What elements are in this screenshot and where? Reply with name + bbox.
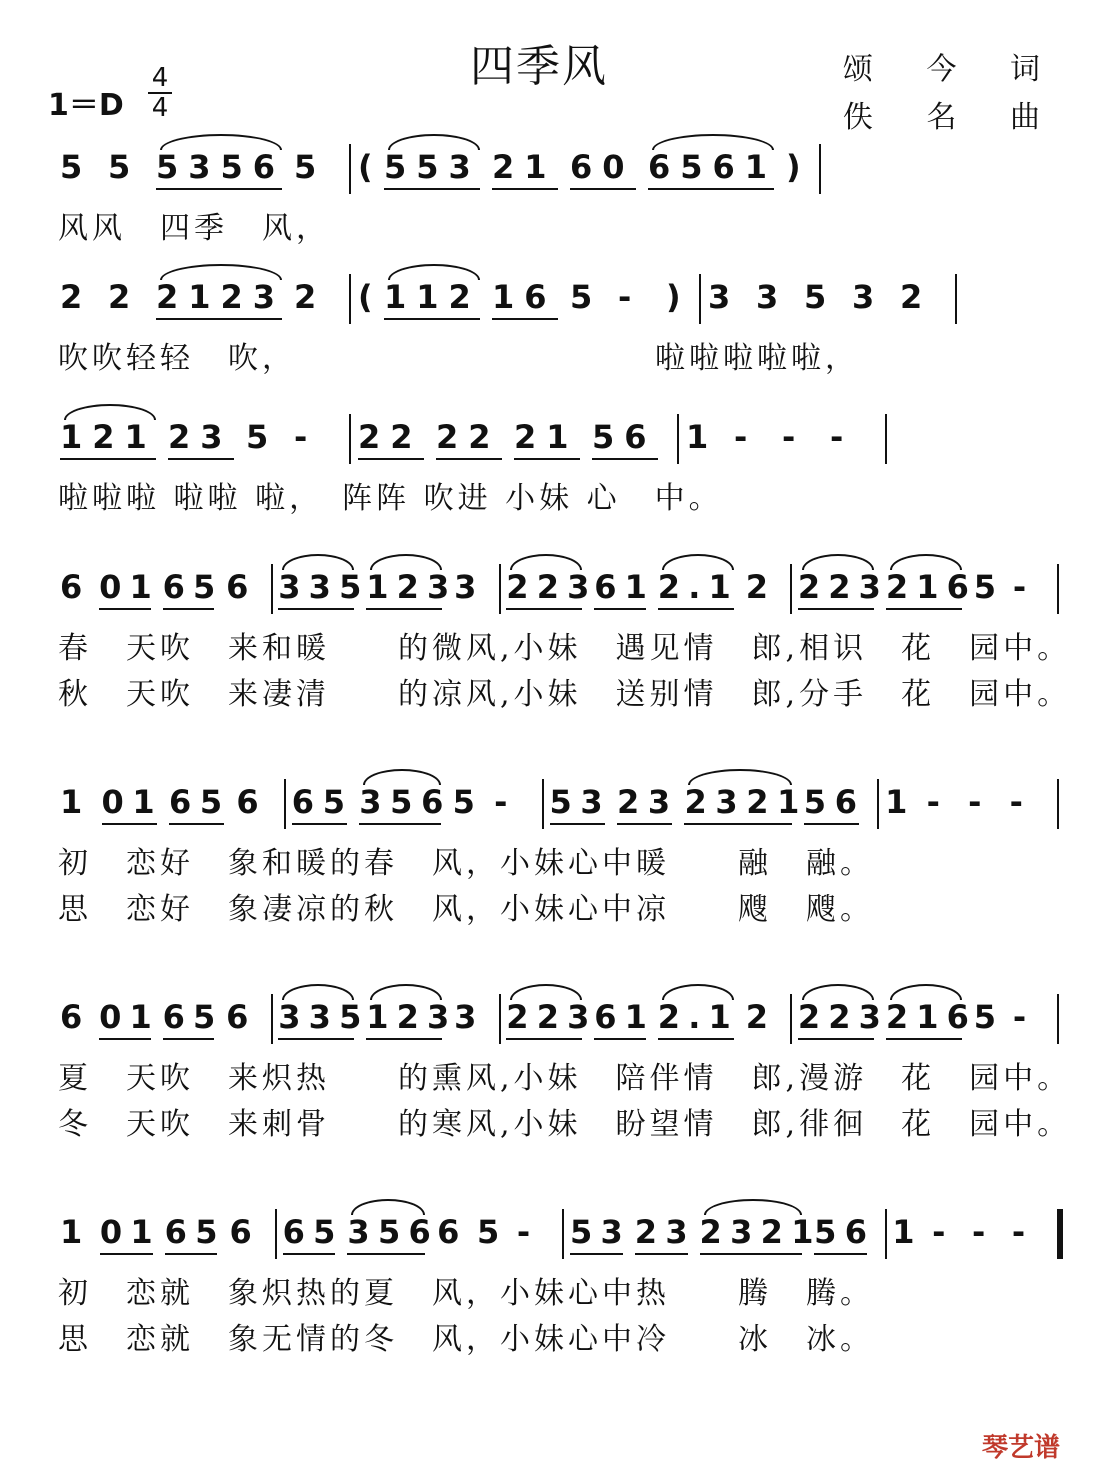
beam-underline	[814, 1253, 867, 1255]
beam-underline	[658, 1038, 734, 1040]
note-group: 6	[229, 1213, 252, 1251]
barline	[699, 274, 701, 324]
barline	[275, 1209, 277, 1259]
time-signature-bottom: 4	[151, 93, 169, 123]
slur	[802, 984, 874, 1000]
beam-underline	[347, 1253, 425, 1255]
lyric-line: 初 恋好 象和暖的春 风，小妹心中暖 融 融。	[58, 846, 874, 881]
barline	[271, 994, 273, 1044]
note-group: 65	[162, 998, 224, 1036]
note-group: 6	[60, 568, 83, 606]
note-group: 335	[278, 568, 370, 606]
lyricist-credit: 颂 今 词	[842, 52, 1062, 87]
barline	[1057, 994, 1059, 1044]
dash-extension: -	[734, 418, 748, 456]
note-group: 2123	[156, 278, 286, 316]
beam-underline	[700, 1253, 803, 1255]
beam-underline	[366, 1038, 442, 1040]
note-group: 123	[366, 568, 458, 606]
beam-underline	[550, 823, 605, 825]
beam-underline	[156, 188, 282, 190]
slur	[160, 264, 282, 280]
beam-underline	[156, 318, 282, 320]
beam-underline	[594, 608, 646, 610]
slur	[890, 984, 962, 1000]
note-group: 65	[164, 1213, 226, 1251]
time-signature	[148, 63, 172, 123]
beam-underline	[278, 608, 354, 610]
note-group: 223	[506, 998, 598, 1036]
note-group: 1	[686, 418, 709, 456]
slur	[282, 554, 354, 570]
barline	[677, 414, 679, 464]
note-group: 2.1	[657, 568, 739, 606]
barline	[284, 779, 286, 829]
dash-extension: -	[1011, 1213, 1026, 1251]
final-barline	[1057, 1209, 1063, 1259]
note-group: 216	[885, 568, 978, 606]
note-group: 223	[797, 998, 890, 1036]
note-group: 60	[570, 148, 635, 186]
note-group: 23	[616, 783, 679, 821]
key-signature: 1＝D	[48, 88, 124, 123]
barline	[877, 779, 879, 829]
slur	[662, 984, 734, 1000]
note-group: 1	[892, 1213, 915, 1251]
beam-underline	[100, 1253, 153, 1255]
beam-underline	[592, 458, 658, 460]
note-group: 1	[60, 783, 83, 821]
note-group: 22	[358, 418, 423, 456]
beam-underline	[292, 823, 347, 825]
note-group: 21	[492, 148, 557, 186]
barline	[271, 564, 273, 614]
note-group: 121	[60, 418, 157, 456]
slur	[363, 769, 440, 785]
beam-underline	[99, 1038, 151, 1040]
barline	[499, 994, 501, 1044]
dash-extension: -	[926, 783, 940, 821]
note-group: 1	[885, 783, 908, 821]
beam-underline	[163, 1038, 215, 1040]
slur	[160, 134, 282, 150]
barline	[562, 1209, 564, 1259]
note-group: 5356	[156, 148, 286, 186]
lyric-line: 思 恋就 象无情的冬 风，小妹心中冷 冰 冰。	[58, 1322, 874, 1357]
note-group: 216	[885, 998, 978, 1036]
site-logo: 琴艺谱	[981, 1433, 1060, 1463]
barline	[1057, 564, 1059, 614]
dash-extension: -	[830, 418, 844, 456]
note-group: 2	[60, 278, 83, 316]
note-group: 22	[436, 418, 501, 456]
note-group: 5	[570, 278, 593, 316]
note-group: 5	[476, 1213, 500, 1251]
beam-underline	[570, 188, 636, 190]
note-group: 65	[282, 1213, 344, 1251]
note-group: 5	[108, 148, 131, 186]
barline	[885, 414, 887, 464]
lyric-line: 初 恋就 象炽热的夏 风，小妹心中热 腾 腾。	[58, 1276, 874, 1311]
beam-underline	[366, 608, 442, 610]
slur	[890, 554, 962, 570]
lyric-line: 吹吹轻轻 吹， 啦啦啦啦啦，	[58, 341, 859, 376]
beam-underline	[436, 458, 502, 460]
beam-underline	[165, 1253, 218, 1255]
barline	[885, 1209, 887, 1259]
slur	[510, 984, 582, 1000]
note-group: 5	[973, 568, 997, 606]
lyric-line: 秋 天吹 来凄清 的凉风,小妹 送别情 郎,分手 花 园中。	[58, 677, 1072, 712]
note-group: 6	[437, 1213, 460, 1251]
composer-credit: 佚 名 曲	[842, 100, 1062, 135]
slur	[388, 134, 480, 150]
barline	[790, 994, 792, 1044]
beam-underline	[168, 458, 234, 460]
note-group: 5	[60, 148, 83, 186]
note-group: 356	[359, 783, 452, 821]
note-group: 65	[168, 783, 231, 821]
slur	[652, 134, 774, 150]
dash-extension: -	[932, 1213, 946, 1251]
beam-underline	[617, 823, 672, 825]
beam-underline	[359, 823, 440, 825]
barline	[349, 144, 351, 194]
note-group: 3	[454, 568, 477, 606]
barline	[955, 274, 957, 324]
note-group: 61	[594, 998, 656, 1036]
note-group: 2	[294, 278, 317, 316]
beam-underline	[570, 1253, 623, 1255]
dash-extension: -	[494, 783, 508, 821]
note-group: 2	[745, 998, 768, 1036]
note-group: 3	[852, 278, 875, 316]
note-group: 123	[366, 998, 458, 1036]
barline	[819, 144, 821, 194]
slur	[351, 1199, 425, 1215]
lyric-line: 啦啦啦 啦啦 啦， 阵阵 吹进 小妹 心 中。	[58, 481, 723, 516]
beam-underline	[492, 188, 558, 190]
beam-underline	[384, 188, 480, 190]
note-group: 5	[452, 783, 475, 821]
slur	[688, 769, 791, 785]
note-group: 6	[236, 783, 259, 821]
note-group: 01	[99, 1213, 162, 1251]
note-group: 356	[347, 1213, 440, 1251]
note-group: 01	[101, 783, 164, 821]
slur	[64, 404, 156, 420]
note-group: 53	[549, 783, 612, 821]
slur	[510, 554, 582, 570]
beam-underline	[886, 1038, 962, 1040]
beam-underline	[506, 608, 582, 610]
repeat-paren: (	[358, 148, 373, 186]
lyric-line: 思 恋好 象凄凉的秋 风，小妹心中凉 飕 飕。	[58, 892, 874, 927]
beam-underline	[798, 608, 874, 610]
repeat-paren: (	[358, 278, 373, 316]
beam-underline	[278, 1038, 354, 1040]
note-group: 223	[506, 568, 598, 606]
note-group: 65	[162, 568, 224, 606]
slur	[662, 554, 734, 570]
lyric-line: 春 天吹 来和暖 的微风,小妹 遇见情 郎,相识 花 园中。	[58, 631, 1072, 666]
repeat-paren: )	[666, 278, 681, 316]
note-group: 56	[803, 783, 866, 821]
note-group: 23	[634, 1213, 696, 1251]
note-group: 1	[60, 1213, 83, 1251]
note-group: 2321	[699, 1213, 822, 1251]
barline	[349, 274, 351, 324]
beam-underline	[684, 823, 791, 825]
song-title: 四季风	[470, 41, 608, 92]
note-group: 23	[168, 418, 233, 456]
beam-underline	[163, 608, 215, 610]
note-group: 223	[797, 568, 890, 606]
note-group: 01	[99, 998, 160, 1036]
note-group: 112	[384, 278, 481, 316]
dash-extension: -	[294, 418, 308, 456]
time-signature-top: 4	[151, 63, 169, 93]
note-group: 2.1	[657, 998, 739, 1036]
barline	[542, 779, 544, 829]
dash-extension: -	[1009, 783, 1023, 821]
note-group: 6	[226, 998, 249, 1036]
beam-underline	[60, 458, 156, 460]
note-group: 2	[900, 278, 923, 316]
beam-underline	[358, 458, 424, 460]
note-group: 6561	[648, 148, 778, 186]
beam-underline	[102, 823, 157, 825]
barline	[349, 414, 351, 464]
note-group: 21	[514, 418, 579, 456]
beam-underline	[99, 608, 151, 610]
beam-underline	[283, 1253, 336, 1255]
dash-extension: -	[1012, 998, 1027, 1036]
note-group: 2321	[684, 783, 809, 821]
dash-extension: -	[1012, 568, 1027, 606]
slur	[802, 554, 874, 570]
note-group: 553	[384, 148, 481, 186]
beam-underline	[384, 318, 480, 320]
beam-underline	[635, 1253, 688, 1255]
beam-underline	[506, 1038, 582, 1040]
note-group: 6	[60, 998, 83, 1036]
dash-extension: -	[782, 418, 796, 456]
lyric-line: 风风 四季 风，	[58, 211, 330, 246]
note-group: 5	[973, 998, 997, 1036]
beam-underline	[804, 823, 859, 825]
dash-extension: -	[971, 1213, 986, 1251]
note-group: 61	[594, 568, 656, 606]
beam-underline	[492, 318, 558, 320]
barline	[499, 564, 501, 614]
slur	[370, 984, 442, 1000]
repeat-paren: )	[786, 148, 801, 186]
beam-underline	[886, 608, 962, 610]
dash-extension: -	[968, 783, 982, 821]
beam-underline	[514, 458, 580, 460]
slur	[370, 554, 442, 570]
note-group: 5	[246, 418, 269, 456]
note-group: 01	[99, 568, 160, 606]
barline	[1057, 779, 1059, 829]
note-group: 3	[454, 998, 477, 1036]
slur	[282, 984, 354, 1000]
lyric-line: 夏 天吹 来炽热 的熏风,小妹 陪伴情 郎,漫游 花 园中。	[58, 1061, 1072, 1096]
dash-extension: -	[618, 278, 632, 316]
note-group: 16	[492, 278, 557, 316]
note-group: 3	[708, 278, 731, 316]
note-group: 56	[814, 1213, 876, 1251]
beam-underline	[798, 1038, 874, 1040]
note-group: 6	[226, 568, 249, 606]
note-group: 56	[592, 418, 657, 456]
note-group: 65	[291, 783, 354, 821]
note-group: 2	[745, 568, 768, 606]
beam-underline	[648, 188, 774, 190]
beam-underline	[594, 1038, 646, 1040]
barline	[790, 564, 792, 614]
note-group: 5	[804, 278, 827, 316]
dash-extension: -	[516, 1213, 531, 1251]
slur	[704, 1199, 803, 1215]
slur	[388, 264, 480, 280]
note-group: 3	[756, 278, 779, 316]
lyric-line: 冬 天吹 来刺骨 的寒风,小妹 盼望情 郎,徘徊 花 园中。	[58, 1107, 1072, 1142]
beam-underline	[658, 608, 734, 610]
beam-underline	[169, 823, 224, 825]
note-group: 335	[278, 998, 370, 1036]
note-group: 2	[108, 278, 131, 316]
note-group: 53	[569, 1213, 632, 1251]
note-group: 5	[294, 148, 317, 186]
